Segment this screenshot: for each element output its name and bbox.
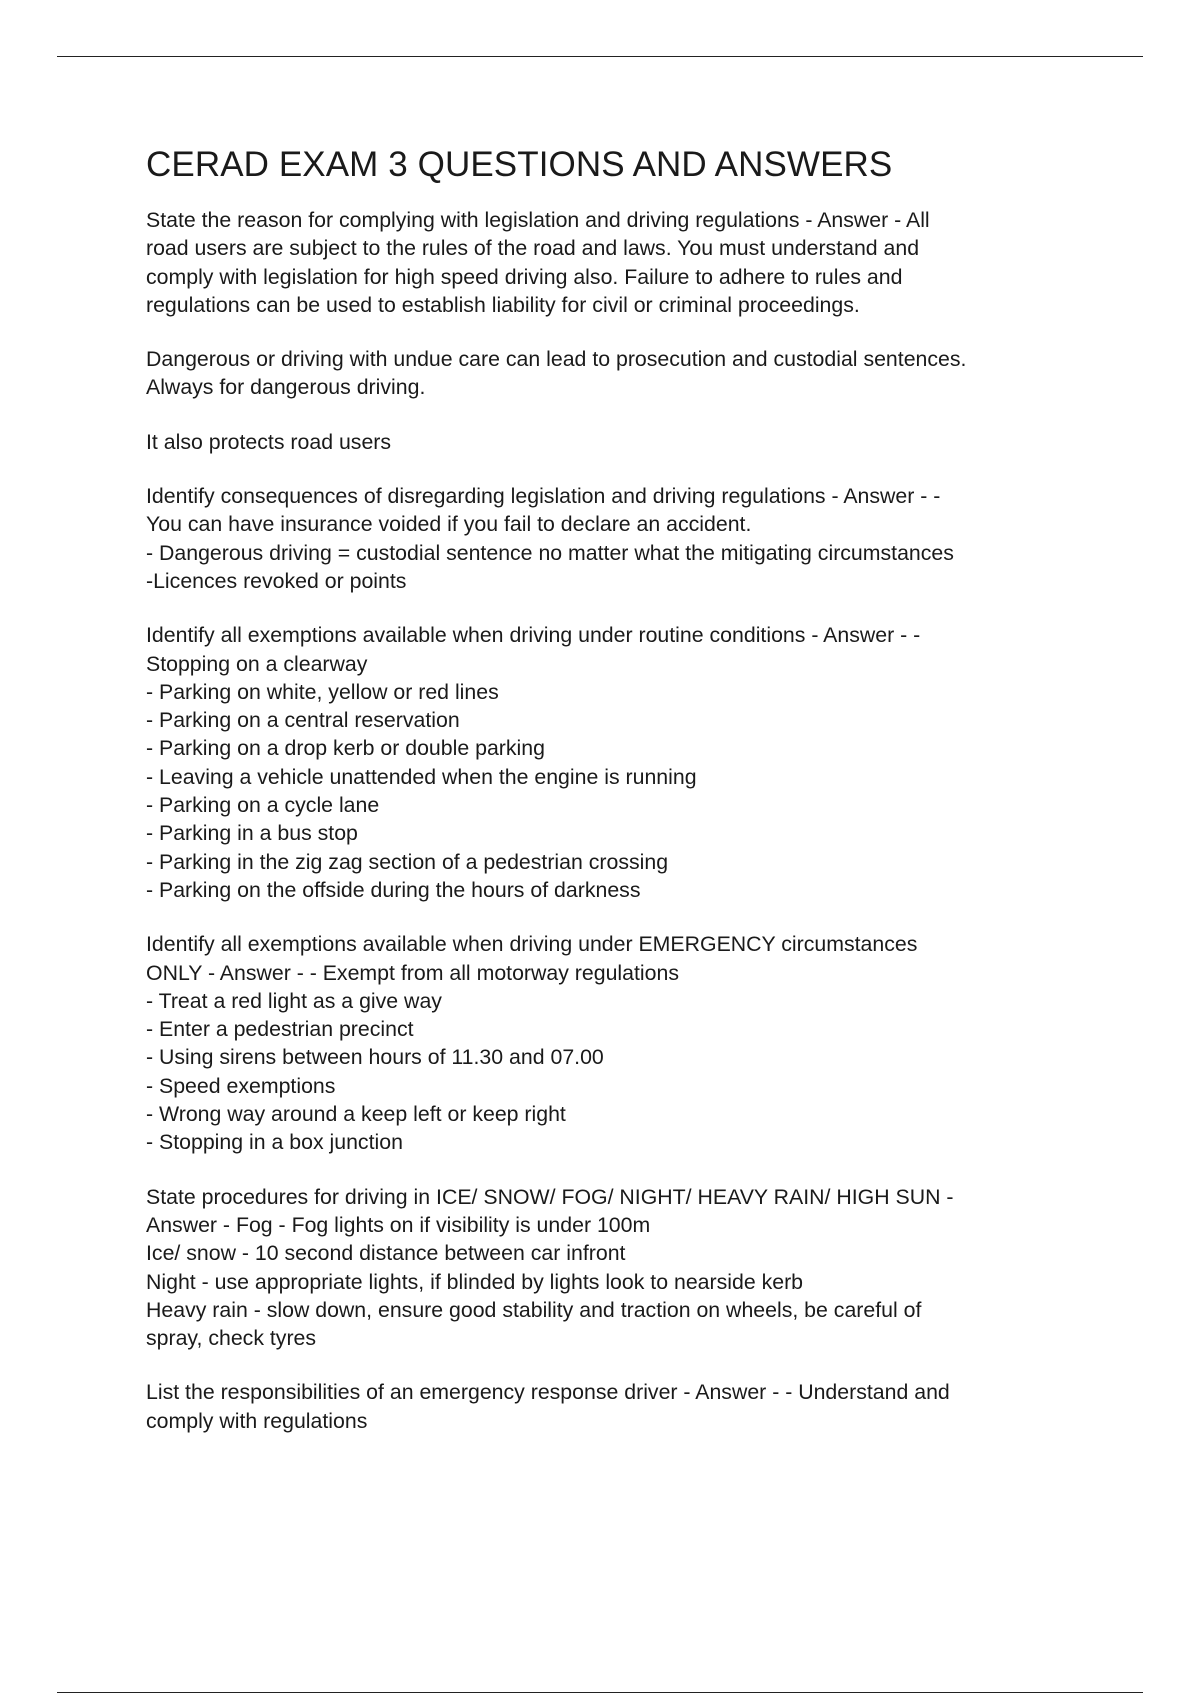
text-line: You can have insurance voided if you fail to declare an accident. <box>146 512 752 537</box>
text-line: - Treat a red light as a give way <box>146 988 442 1013</box>
text-line: - Parking on a drop kerb or double parking <box>146 736 545 761</box>
text-line: - Leaving a vehicle unattended when the engine is running <box>146 764 697 789</box>
text-line: - Wrong way around a keep left or keep right <box>146 1102 566 1127</box>
text-line: road users are subject to the rules of the road and laws. You must understand and <box>146 236 920 261</box>
text-line: - Enter a pedestrian precinct <box>146 1017 414 1042</box>
text-line: ONLY - Answer - - Exempt from all motorway regulations <box>146 960 679 985</box>
text-line: Dangerous or driving with undue care can lead to prosecution and custodial sentences. <box>146 347 967 372</box>
document-body <box>146 143 1096 1461</box>
text-line: Stopping on a clearway <box>146 651 368 676</box>
text-line: List the responsibilities of an emergency response driver - Answer - - Understand and <box>146 1380 950 1405</box>
text-line: Heavy rain - slow down, ensure good stability and traction on wheels, be careful of <box>146 1297 922 1322</box>
text-line: Night - use appropriate lights, if blinded by lights look to nearside kerb <box>146 1269 804 1294</box>
qa-paragraph <box>146 930 1096 1156</box>
text-line: comply with regulations <box>146 1408 368 1433</box>
text-line: - Parking on white, yellow or red lines <box>146 679 499 704</box>
text-line: - Dangerous driving = custodial sentence no matter what the mitigating circumstances <box>146 540 954 565</box>
text-line: -Licences revoked or points <box>146 568 407 593</box>
qa-paragraph <box>146 1378 1096 1435</box>
text-line: - Parking on a central reservation <box>146 708 460 733</box>
qa-paragraph <box>146 1183 1096 1353</box>
text-line: - Speed exemptions <box>146 1073 336 1098</box>
text-line: Answer - Fog - Fog lights on if visibility is under 100m <box>146 1212 651 1237</box>
text-line: It also protects road users <box>146 429 392 454</box>
text-line: Identify all exemptions available when driving under routine conditions - Answer - - <box>146 623 921 648</box>
text-line: State procedures for driving in ICE/ SNOW/ FOG/ NIGHT/ HEAVY RAIN/ HIGH SUN - <box>146 1184 954 1209</box>
qa-paragraph <box>146 428 1096 456</box>
top-rule <box>57 56 1143 57</box>
text-line: comply with legislation for high speed driving also. Failure to adhere to rules and <box>146 264 903 289</box>
text-line: regulations can be used to establish liability for civil or criminal proceedings. <box>146 292 860 317</box>
page-title: CERAD EXAM 3 QUESTIONS AND ANSWERS <box>146 145 893 184</box>
text-line: Ice/ snow - 10 second distance between car infront <box>146 1241 626 1266</box>
text-line: Identify all exemptions available when driving under EMERGENCY circumstances <box>146 932 918 957</box>
text-line: State the reason for complying with legislation and driving regulations - Answer - All <box>146 208 930 232</box>
text-line: - Parking in the zig zag section of a pedestrian crossing <box>146 849 669 874</box>
text-line: - Parking on a cycle lane <box>146 793 380 818</box>
qa-paragraph <box>146 345 1096 402</box>
qa-paragraph <box>146 621 1096 904</box>
qa-paragraph <box>146 206 1096 319</box>
text-line: Always for dangerous driving. <box>146 375 426 400</box>
bottom-rule <box>57 1692 1143 1693</box>
text-line: - Using sirens between hours of 11.30 and 07.00 <box>146 1045 604 1070</box>
text-line: - Parking on the offside during the hours of darkness <box>146 877 641 902</box>
text-line: - Parking in a bus stop <box>146 821 358 846</box>
text-line: - Stopping in a box junction <box>146 1130 403 1155</box>
qa-paragraph <box>146 482 1096 595</box>
text-line: Identify consequences of disregarding legislation and driving regulations - Answer - - <box>146 484 941 509</box>
text-line: spray, check tyres <box>146 1326 317 1351</box>
qa-list <box>146 206 1096 1435</box>
